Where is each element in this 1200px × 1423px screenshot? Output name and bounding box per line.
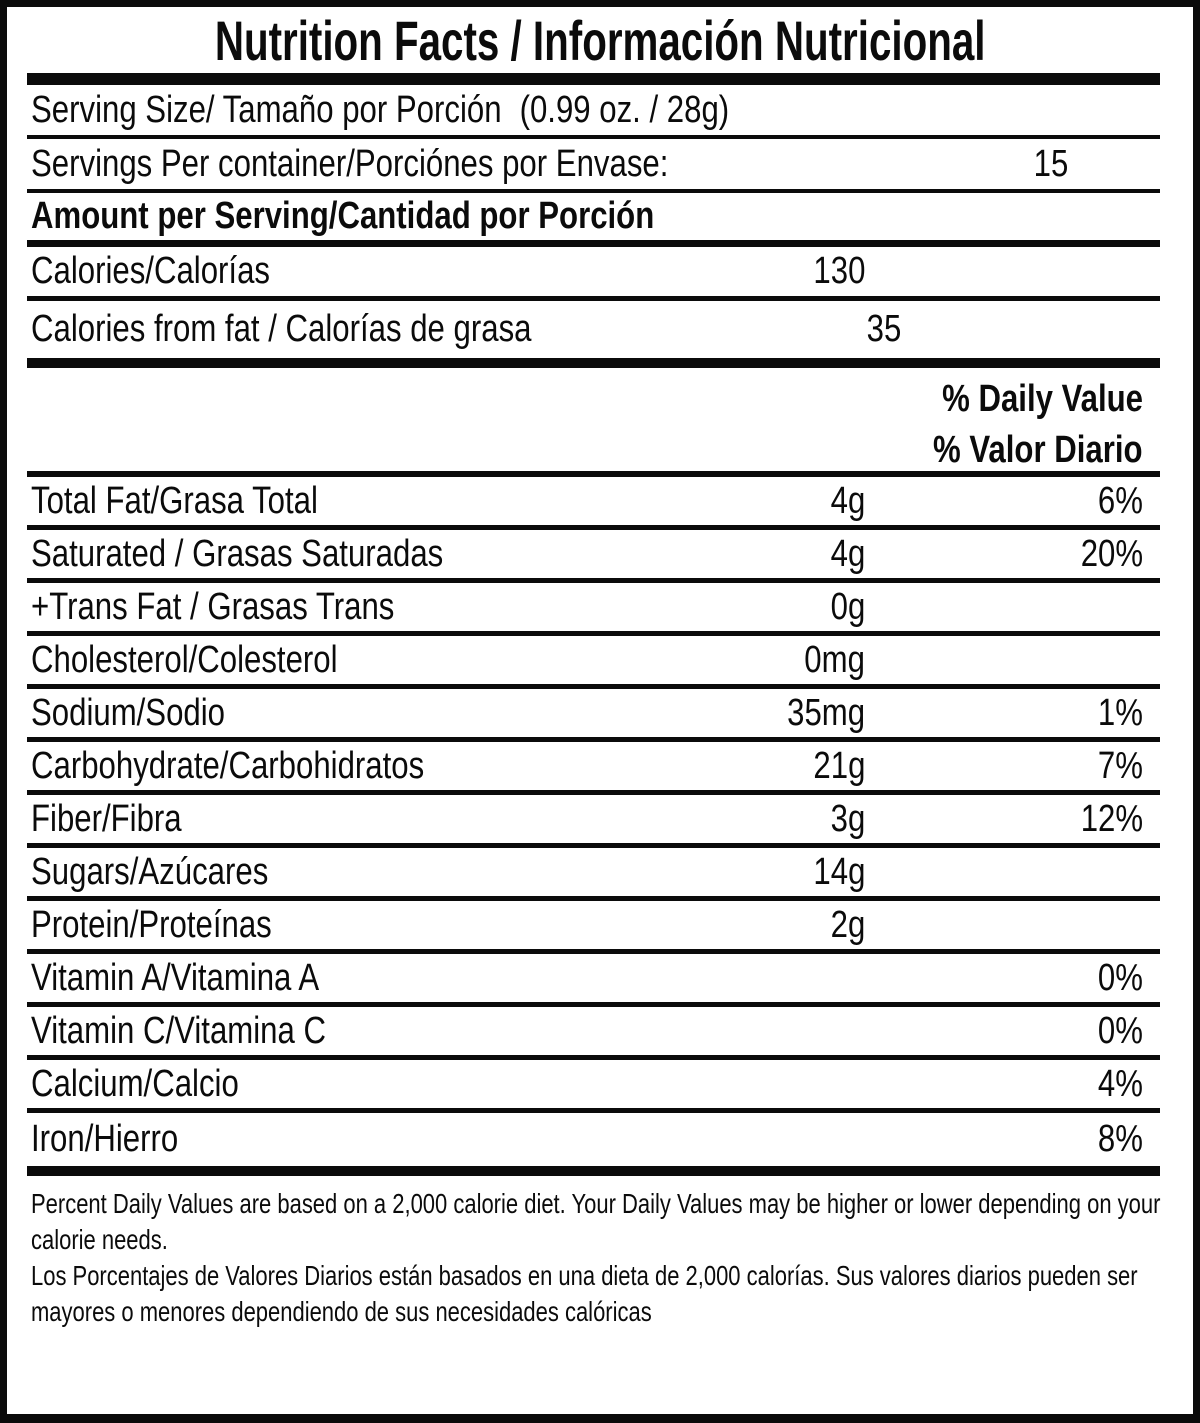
nutrient-row-calcium <box>27 1060 1160 1113</box>
section-divider-bar-top <box>27 358 1160 368</box>
nutrient-row-vitamin-c <box>27 1007 1160 1060</box>
nutrient-dv: 12% <box>1080 797 1143 840</box>
nutrient-label: Cholesterol/Colesterol <box>31 638 338 681</box>
nutrient-label: Fiber/Fibra <box>31 797 182 840</box>
nutrient-row-protein <box>27 901 1160 954</box>
nutrient-amount: 4g <box>830 532 865 575</box>
daily-value-header-es: % Valor Diario <box>933 429 1143 471</box>
nutrient-label: Total Fat/Grasa Total <box>31 479 318 522</box>
section-divider-bar-bottom <box>27 1166 1160 1176</box>
nutrient-dv: 0% <box>1097 956 1143 999</box>
nutrient-label: Vitamin A/Vitamina A <box>31 956 320 999</box>
footnote-section <box>7 1176 1193 1330</box>
calories-label: Calories/Calorías <box>31 250 270 292</box>
nutrient-dv: 1% <box>1097 691 1143 734</box>
nutrient-dv: 8% <box>1097 1118 1143 1160</box>
nutrient-amount: 3g <box>830 797 865 840</box>
label-title: Nutrition Facts / Información Nutricional <box>214 8 986 72</box>
nutrient-label: Carbohydrate/Carbohidratos <box>31 744 425 787</box>
nutrient-row-cholesterol <box>27 636 1160 689</box>
amount-per-serving-header-row <box>27 193 1160 247</box>
label-title-band <box>7 7 1193 73</box>
nutrient-row-trans-fat <box>27 583 1160 636</box>
nutrient-row-carbohydrate <box>27 742 1160 795</box>
nutrient-row-sugars <box>27 848 1160 901</box>
nutrient-dv: 7% <box>1097 744 1143 787</box>
nutrient-dv: 0% <box>1097 1009 1143 1052</box>
daily-value-header-block <box>7 368 1143 471</box>
nutrient-amount: 14g <box>813 850 865 893</box>
calories-value: 130 <box>813 250 865 292</box>
servings-per-container-label: Servings Per container/Porciónes por Envase: <box>31 142 669 185</box>
calories-from-fat-value: 35 <box>866 308 902 350</box>
nutrient-label: Saturated / Grasas Saturadas <box>31 532 444 575</box>
serving-size-row <box>27 85 1160 139</box>
title-divider-bar <box>27 73 1160 85</box>
nutrient-row-iron <box>27 1113 1160 1166</box>
nutrient-label: Calcium/Calcio <box>31 1062 239 1105</box>
nutrient-dv: 20% <box>1080 532 1143 575</box>
serving-size-label: Serving Size/ Tamaño por Porción <box>31 88 502 131</box>
nutrient-label: Vitamin C/Vitamina C <box>31 1009 326 1052</box>
nutrient-label: +Trans Fat / Grasas Trans <box>31 585 395 628</box>
footnote-spanish: Los Porcentajes de Valores Diarios están basados en una dieta de 2,000 calorías. Sus valores diarios pueden ser mayores o menores dependiendo de sus necesidades calóricas <box>31 1260 1138 1327</box>
daily-value-header-en: % Daily Value <box>942 378 1143 420</box>
nutrient-label: Sodium/Sodio <box>31 691 226 734</box>
calories-from-fat-row <box>27 301 1160 358</box>
nutrient-label: Iron/Hierro <box>31 1118 179 1160</box>
nutrient-row-vitamin-a <box>27 954 1160 1007</box>
nutrient-row-total-fat <box>27 477 1160 530</box>
nutrient-dv: 6% <box>1097 479 1143 522</box>
nutrient-rows <box>7 477 1193 1166</box>
nutrient-amount: 0mg <box>804 638 865 681</box>
nutrient-label: Sugars/Azúcares <box>31 850 269 893</box>
nutrient-row-fiber <box>27 795 1160 848</box>
amount-per-serving-header: Amount per Serving/Cantidad por Porción <box>31 195 655 237</box>
nutrient-label: Protein/Proteínas <box>31 903 272 946</box>
nutrient-amount: 0g <box>830 585 865 628</box>
serving-size-value: (0.99 oz. / 28g) <box>519 88 730 131</box>
footnote-english: Percent Daily Values are based on a 2,000 calorie diet. Your Daily Values may be higher or lower depending on your calorie needs. <box>31 1188 1161 1255</box>
calories-from-fat-label: Calories from fat / Calorías de grasa <box>31 308 532 350</box>
nutrient-amount: 35mg <box>787 691 865 734</box>
calories-row <box>27 247 1160 301</box>
nutrient-row-sodium <box>27 689 1160 742</box>
nutrient-amount: 21g <box>813 744 865 787</box>
nutrient-amount: 2g <box>830 903 865 946</box>
nutrient-row-saturated-fat <box>27 530 1160 583</box>
nutrient-amount: 4g <box>830 479 865 522</box>
servings-per-container-value: 15 <box>1033 142 1069 185</box>
nutrient-dv: 4% <box>1097 1062 1143 1105</box>
servings-per-container-row <box>27 139 1160 193</box>
